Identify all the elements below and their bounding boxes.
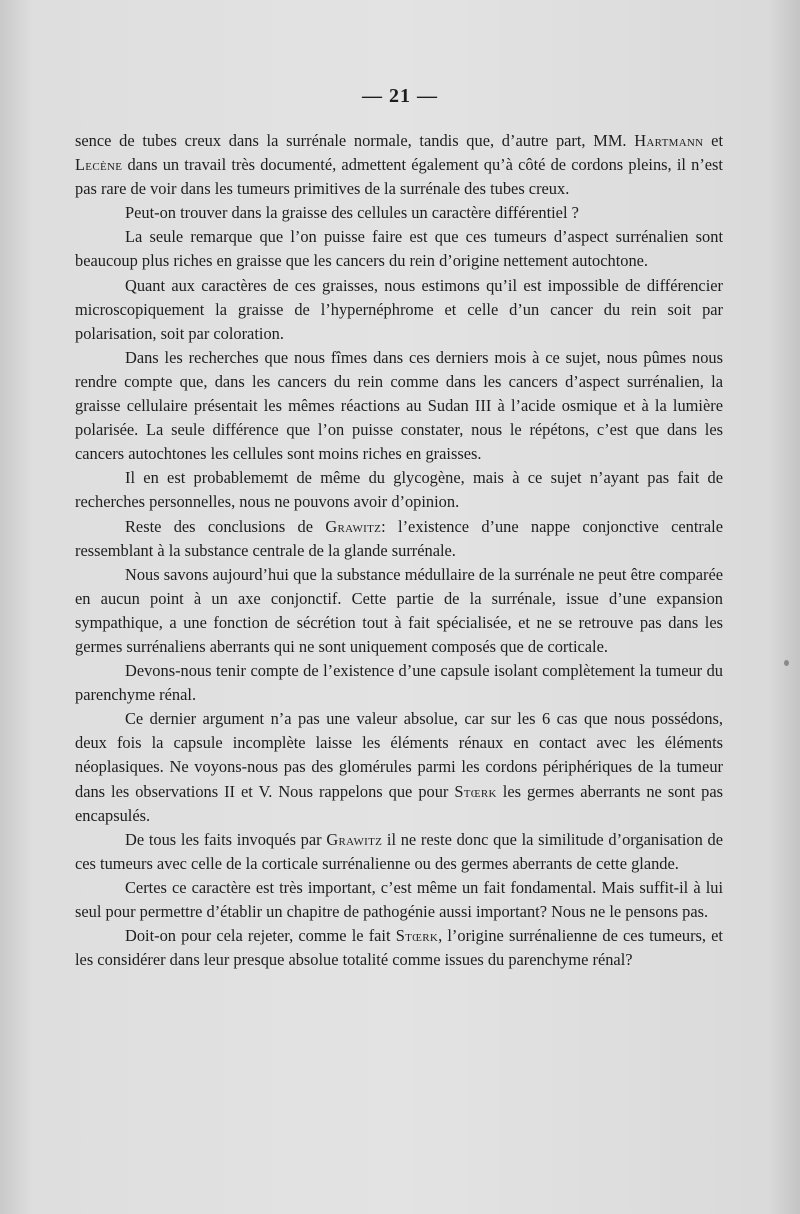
text-run: et xyxy=(703,131,723,150)
author-name: Lecène xyxy=(75,155,123,175)
paragraph xyxy=(75,707,723,827)
paragraph xyxy=(75,876,723,924)
text-run: La seule remarque que l’on puisse faire est que ces tumeurs d’aspect surrénalien sont beaucoup plus riches en graisse que les cancers du rein d’origine nettement autochtone. xyxy=(75,227,723,271)
text-run: sence de tubes creux dans la surrénale normale, tandis que, d’autre part, MM. xyxy=(75,131,635,150)
text-run: Certes ce caractère est très important, c’est même un fait fondamental. Mais suffit-il à lui seul pour permettre d’établir un chapitre de pathogénie aussi important? Nous ne le pensons pas. xyxy=(75,877,723,921)
text-run: dans un travail très documenté, admettent également qu’à côté de cordons pleins, il n’est pas rare de voir dans les tumeurs primitives de la surrénale des tubes creux. xyxy=(75,155,723,199)
paragraph xyxy=(75,225,723,273)
text-run: , l’origine surrénalienne de ces tumeurs, et les considérer dans leur presque absolue totalité comme issues du parenchyme rénal? xyxy=(75,926,723,970)
paragraph xyxy=(75,924,723,972)
text-run: Devons-nous tenir compte de l’existence d’une capsule isolant complètement la tumeur du parenchyme rénal. xyxy=(75,661,723,705)
paragraph xyxy=(75,828,723,876)
paragraph xyxy=(75,201,723,225)
paragraph xyxy=(75,274,723,346)
text-run: De tous les faits invoqués par xyxy=(125,829,327,849)
paragraph xyxy=(75,466,723,514)
author-name: Grawitz xyxy=(325,516,382,536)
paragraph xyxy=(75,563,723,659)
text-run: il ne reste donc que la similitude d’organisation de ces tumeurs avec celle de la corticale surrénalienne ou des germes aberrants de cette glande. xyxy=(75,829,724,873)
author-name: Stœrk xyxy=(454,781,497,801)
author-name: Stœrk xyxy=(395,926,439,946)
paragraph xyxy=(75,129,723,201)
page-number: — 21 — xyxy=(362,85,438,107)
body-text xyxy=(75,129,723,972)
text-run: Dans les recherches que nous fîmes dans ces derniers mois à ce sujet, nous pûmes nous rendre compte que, dans les cancers du rein comme dans les cancers d’aspect surrénalien, la graisse cellulaire présentait les mêmes réactions au Sudan III à l’acide osmique et à la lumière polarisée. La seule différence que l’on puisse constater, nous le répétons, c’est que dans les cancers autochtones les cellules sont moins riches en graisses. xyxy=(75,347,723,464)
text-run: Ce dernier argument n’a pas une valeur absolue, car sur les 6 cas que nous possédons, deux fois la capsule incomplète laisse les éléments rénaux en contact avec les éléments néoplasiques. Ne voyons-nous pas des glomérules parmi les cordons périphériques de la tumeur dans les observations II et V. Nous rappelons que pour xyxy=(75,709,723,801)
text-run: Doit-on pour cela rejeter, comme le fait xyxy=(125,926,396,946)
text-run: Nous savons aujourd’hui que la substance médullaire de la surrénale ne peut être comparée en aucun point à un axe conjonctif. Cette partie de la surrénale, issue d’une expansion sympathique, a une fonction de sécrétion tout à fait spécialisée, et ne se retrouve pas dans les germes surrénaliens aberrants qui ne sont uniquement composés que de corticale. xyxy=(75,564,723,656)
paragraph xyxy=(75,659,723,707)
text-run: Il en est probablememt de même du glycogène, mais à ce sujet n’ayant pas fait de recherches personnelles, nous ne pouvons avoir d’opinion. xyxy=(75,468,723,512)
author-name: Grawitz xyxy=(326,829,383,849)
text-run: Peut-on trouver dans la graisse des cellules un caractère différentiel ? xyxy=(125,203,579,223)
text-run: les germes aberrants ne sont pas encapsulés. xyxy=(75,781,723,825)
text-run: Reste des conclusions de xyxy=(125,516,326,536)
author-name: Hartmann xyxy=(634,131,704,150)
paper-speck xyxy=(784,660,789,666)
text-run: : l’existence d’une nappe conjonctive centrale ressemblant à la substance centrale de la glande surrénale. xyxy=(75,516,723,560)
paragraph xyxy=(75,346,723,466)
paragraph xyxy=(75,515,723,563)
text-run: Quant aux caractères de ces graisses, nous estimons qu’il est impossible de différencier microscopiquement la graisse de l’hypernéphrome et celle d’un cancer du rein soit par polarisation, soit par coloration. xyxy=(75,275,723,343)
